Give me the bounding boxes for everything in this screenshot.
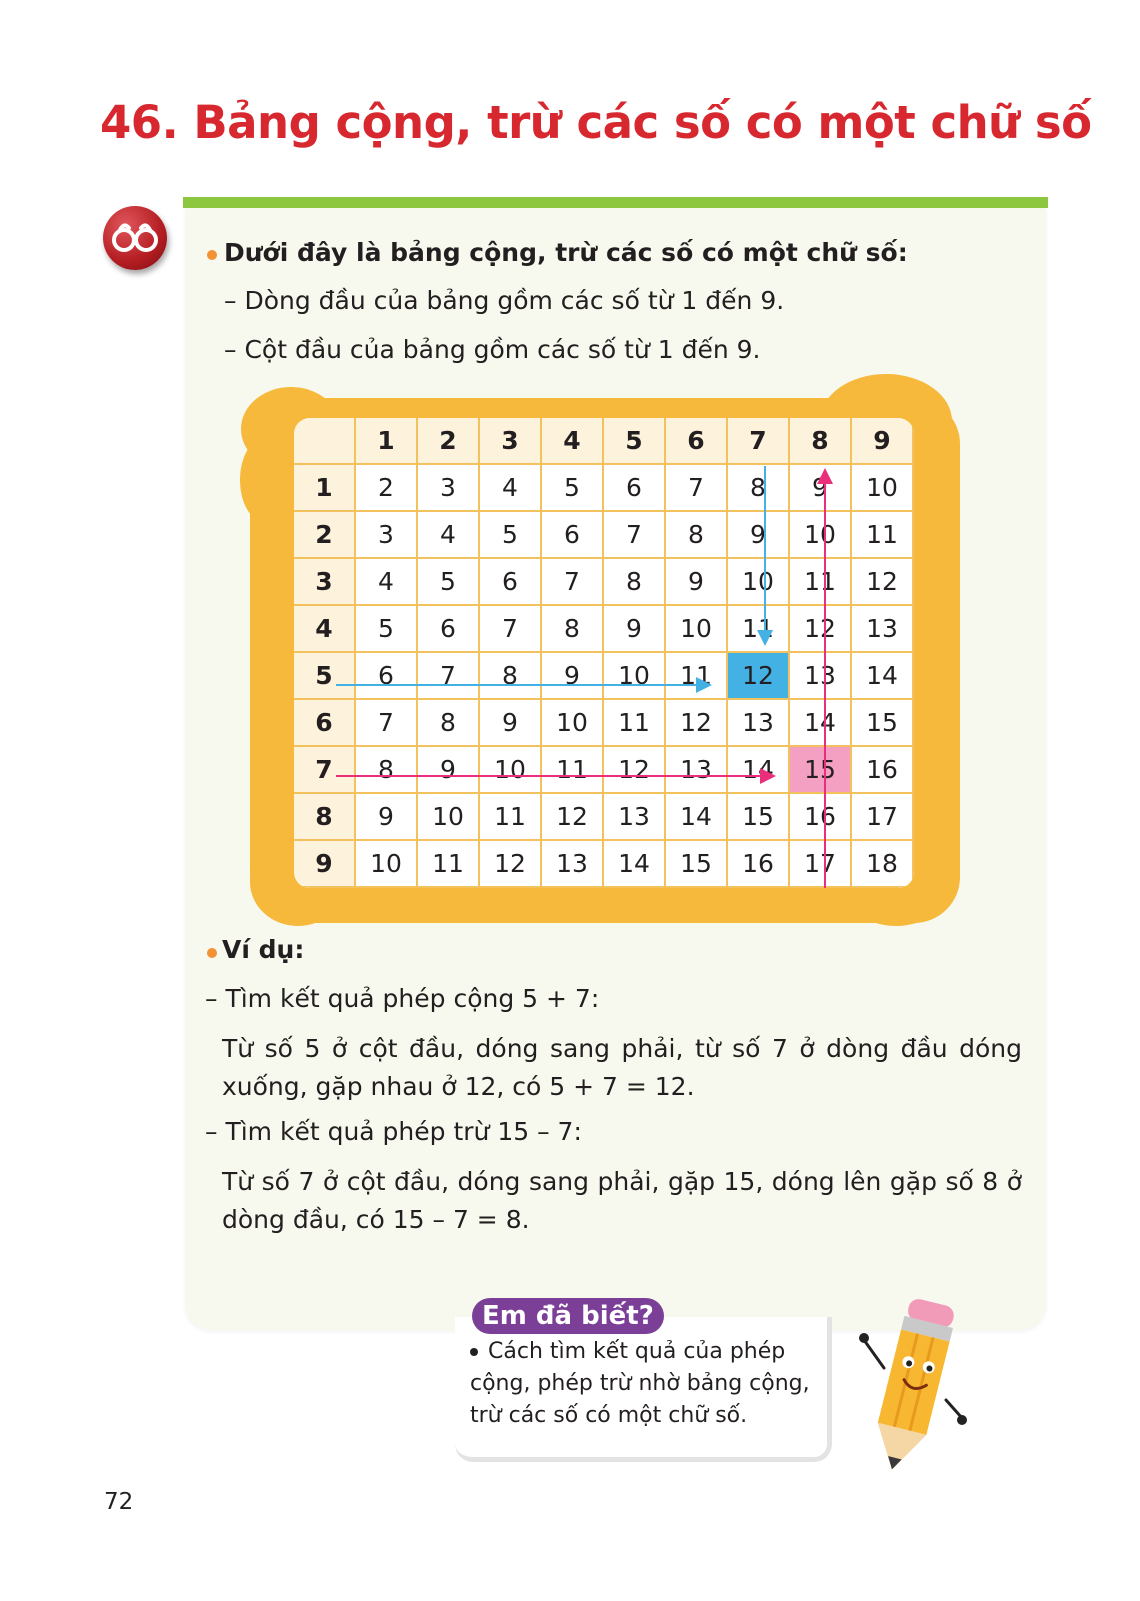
table-cell: 6 — [480, 559, 542, 606]
table-cell: 7 — [604, 512, 666, 559]
table-cell: 4 — [356, 559, 418, 606]
note-text-content: Cách tìm kết quả của phép cộng, phép trừ nhờ bảng cộng, trừ các số có một chữ số. — [470, 1339, 810, 1428]
table-cell: 7 — [356, 700, 418, 747]
table-cell: 14 — [666, 794, 728, 841]
table-cell: 10 — [480, 747, 542, 794]
table-cell: 13 — [728, 700, 790, 747]
table-cell: 6 — [542, 512, 604, 559]
table-cell: 10 — [604, 653, 666, 700]
table-cell: 8 — [480, 653, 542, 700]
pencil-mascot-icon — [858, 1290, 968, 1480]
column-header: 5 — [604, 418, 666, 465]
table-cell: 5 — [418, 559, 480, 606]
column-header: 6 — [666, 418, 728, 465]
table-cell: 13 — [852, 606, 914, 653]
table-cell: 10 — [728, 559, 790, 606]
table-cell: 6 — [604, 465, 666, 512]
example-sub-title: – Tìm kết quả phép trừ 15 – 7: — [205, 1117, 582, 1146]
table-cell: 7 — [418, 653, 480, 700]
example-sub-text: Từ số 7 ở cột đầu, dóng sang phải, gặp 15, dóng lên gặp số 8 ở dòng đầu, có 15 – 7 = 8. — [222, 1167, 1022, 1234]
intro-line-1: – Dòng đầu của bảng gồm các số từ 1 đến 9. — [224, 286, 785, 315]
table-cell: 11 — [542, 747, 604, 794]
table-cell: 10 — [852, 465, 914, 512]
bullet-dot — [207, 948, 217, 958]
table-cell: 8 — [542, 606, 604, 653]
table-cell: 12 — [666, 700, 728, 747]
table-cell: 9 — [356, 794, 418, 841]
row-header: 6 — [294, 700, 356, 747]
table-cell: 7 — [666, 465, 728, 512]
table-cell: 5 — [356, 606, 418, 653]
row-header: 3 — [294, 559, 356, 606]
row-header: 2 — [294, 512, 356, 559]
column-header: 2 — [418, 418, 480, 465]
intro-heading: Dưới đây là bảng cộng, trừ các số có một chữ số: — [224, 238, 908, 267]
table-cell: 8 — [418, 700, 480, 747]
table-cell: 13 — [666, 747, 728, 794]
table-cell: 8 — [604, 559, 666, 606]
table-cell: 14 — [728, 747, 790, 794]
examples-heading: Ví dụ: — [222, 935, 305, 964]
table-cell: 12 — [604, 747, 666, 794]
table-cell: 11 — [790, 559, 852, 606]
page-number: 72 — [104, 1489, 134, 1515]
table-cell: 10 — [356, 841, 418, 888]
bullet-dot — [207, 250, 217, 260]
frame-corner-blob — [240, 438, 290, 522]
table-cell: 4 — [480, 465, 542, 512]
table-cell: 9 — [728, 512, 790, 559]
table-cell: 14 — [790, 700, 852, 747]
table-cell: 15 — [666, 841, 728, 888]
table-cell: 2 — [356, 465, 418, 512]
table-cell: 6 — [356, 653, 418, 700]
table-cell: 15 — [852, 700, 914, 747]
bullet-dot — [470, 1348, 478, 1356]
note-text — [470, 1336, 830, 1432]
table-cell: 7 — [542, 559, 604, 606]
table-cell: 15 — [728, 794, 790, 841]
table-cell: 11 — [418, 841, 480, 888]
table-cell: 5 — [480, 512, 542, 559]
table-cell: 3 — [356, 512, 418, 559]
column-header: 8 — [790, 418, 852, 465]
table-cell: 8 — [356, 747, 418, 794]
column-header: 9 — [852, 418, 914, 465]
row-header: 8 — [294, 794, 356, 841]
table-cell: 10 — [418, 794, 480, 841]
table-cell: 16 — [728, 841, 790, 888]
table-cell: 15 — [790, 747, 852, 794]
row-header: 4 — [294, 606, 356, 653]
table-cell: 7 — [480, 606, 542, 653]
section-accent-bar — [183, 197, 1048, 208]
table-cell: 8 — [666, 512, 728, 559]
row-header: 9 — [294, 841, 356, 888]
table-cell: 12 — [542, 794, 604, 841]
column-header: 3 — [480, 418, 542, 465]
row-header: 5 — [294, 653, 356, 700]
table-cell: 10 — [790, 512, 852, 559]
row-header: 7 — [294, 747, 356, 794]
column-header: 1 — [356, 418, 418, 465]
table-cell: 12 — [790, 606, 852, 653]
row-header: 1 — [294, 465, 356, 512]
addition-table — [294, 418, 914, 888]
table-cell: 9 — [542, 653, 604, 700]
table-cell: 14 — [604, 841, 666, 888]
table-cell: 9 — [790, 465, 852, 512]
table-cell: 18 — [852, 841, 914, 888]
table-cell: 13 — [790, 653, 852, 700]
table-cell: 12 — [852, 559, 914, 606]
table-cell: 14 — [852, 653, 914, 700]
table-cell: 11 — [852, 512, 914, 559]
table-cell: 10 — [666, 606, 728, 653]
table-cell: 3 — [418, 465, 480, 512]
table-cell: 9 — [418, 747, 480, 794]
intro-line-2: – Cột đầu của bảng gồm các số từ 1 đến 9. — [224, 335, 761, 364]
table-cell: 9 — [666, 559, 728, 606]
table-cell: 5 — [542, 465, 604, 512]
table-cell: 17 — [790, 841, 852, 888]
table-cell: 4 — [418, 512, 480, 559]
binoculars-icon — [103, 206, 167, 270]
table-cell: 12 — [480, 841, 542, 888]
table-cell: 9 — [480, 700, 542, 747]
table-cell: 11 — [604, 700, 666, 747]
table-cell: 16 — [790, 794, 852, 841]
table-cell: 16 — [852, 747, 914, 794]
example-add-title: – Tìm kết quả phép cộng 5 + 7: — [205, 984, 600, 1013]
table-cell: 12 — [728, 653, 790, 700]
table-cell: 13 — [542, 841, 604, 888]
column-header: 7 — [728, 418, 790, 465]
table-cell: 6 — [418, 606, 480, 653]
table-cell: 11 — [666, 653, 728, 700]
table-cell: 13 — [604, 794, 666, 841]
table-corner-cell — [294, 418, 356, 465]
table-cell: 9 — [604, 606, 666, 653]
column-header: 4 — [542, 418, 604, 465]
table-cell: 11 — [480, 794, 542, 841]
example-add-text: Từ số 5 ở cột đầu, dóng sang phải, từ số 7 ở dòng đầu dóng xuống, gặp nhau ở 12, có 5 + 7 = 12. — [222, 1034, 1022, 1101]
table-cell: 11 — [728, 606, 790, 653]
page-title: 46. Bảng cộng, trừ các số có một chữ số — [100, 96, 1092, 149]
table-cell: 8 — [728, 465, 790, 512]
table-cell: 10 — [542, 700, 604, 747]
table-cell: 17 — [852, 794, 914, 841]
did-you-know-badge: Em đã biết? — [472, 1298, 664, 1334]
